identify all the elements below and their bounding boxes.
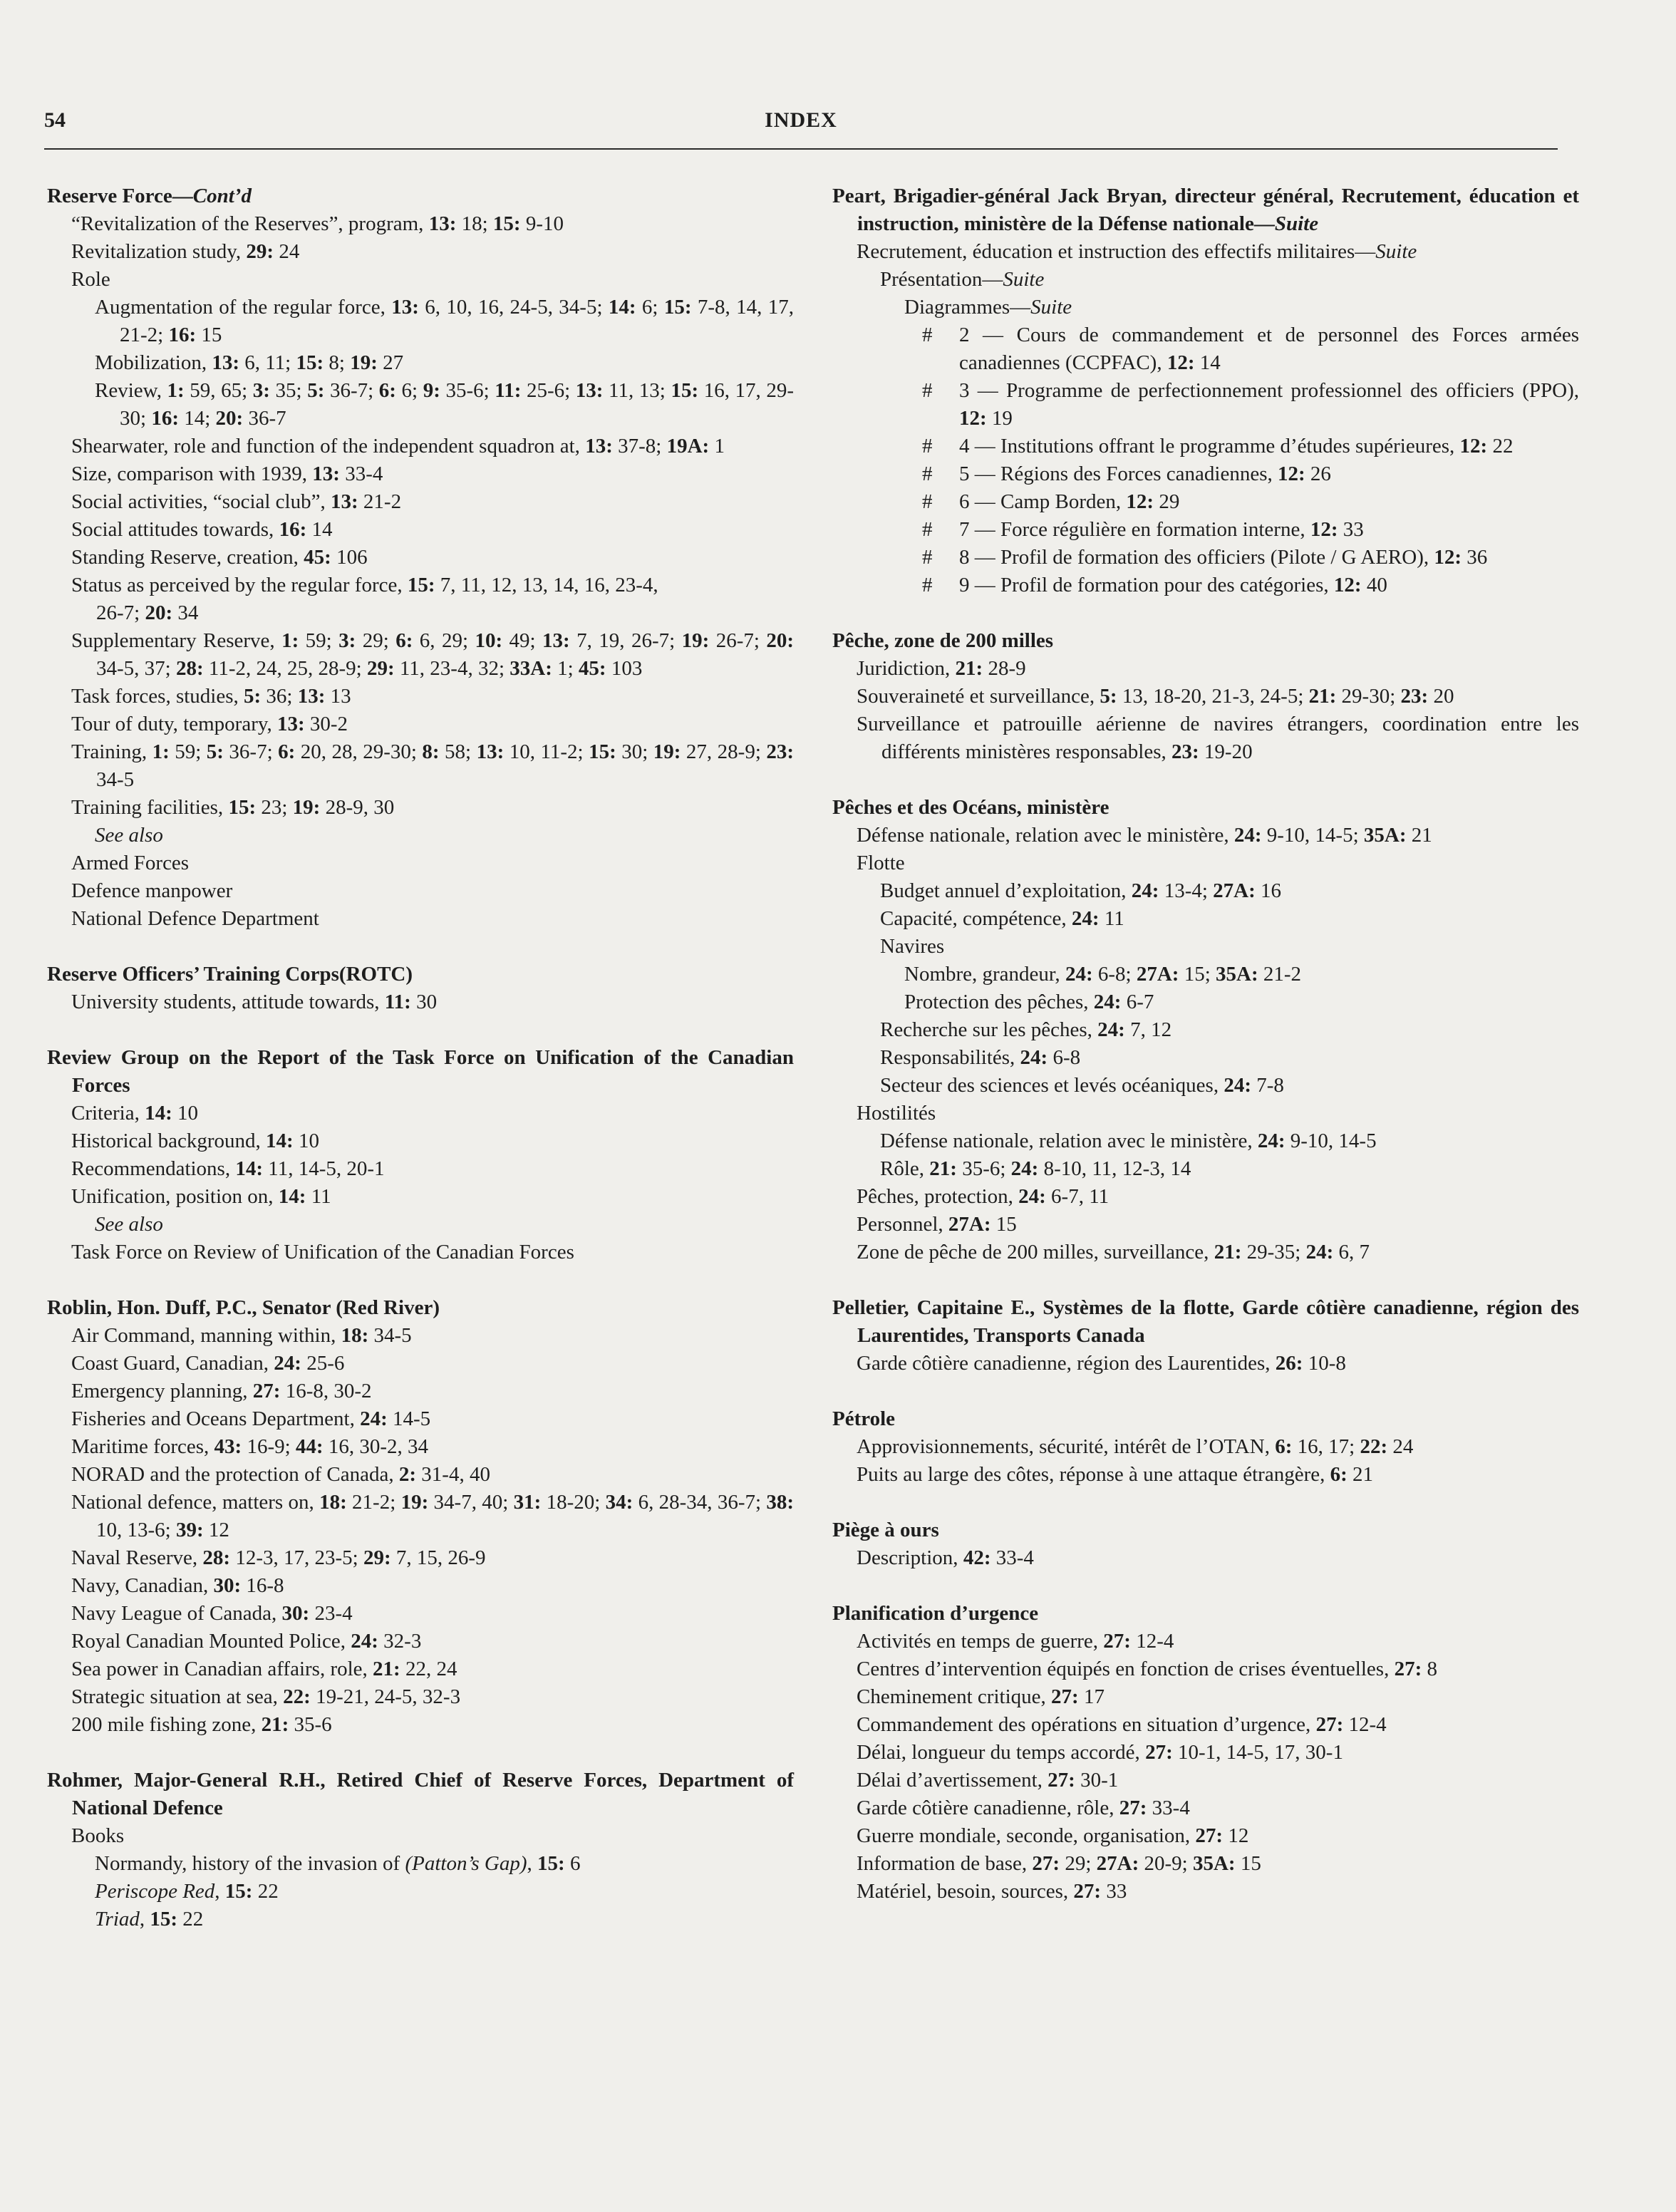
index-subentry: Activités en temps de guerre, 27: 12-4 <box>857 1630 1174 1653</box>
index-subentry: Secteur des sciences et levés océaniques, 24: 7-8 <box>880 1074 1284 1097</box>
index-entry-heading: Pêche, zone de 200 milles <box>832 629 1054 652</box>
index-subentry: Naval Reserve, 28: 12-3, 17, 23-5; 29: 7, 15, 26-9 <box>71 1546 486 1569</box>
index-figure-ref: # 7 — Force régulière en formation interne, 12: 33 <box>922 518 1364 541</box>
index-subentry: Standing Reserve, creation, 45: 106 <box>71 546 368 569</box>
index-subentry: Budget annuel d’exploitation, 24: 13-4; 27A: 16 <box>880 879 1282 902</box>
index-subentry: Training, 1: 59; 5: 36-7; 6: 20, 28, 29-30; 8: 58; 13: 10, 11-2; 15: 30; 19: 27, 28-9; 23: 34-5 <box>71 740 795 791</box>
index-subentry: Présentation—Suite <box>880 268 1045 291</box>
index-subentry: Hostilités <box>857 1102 936 1125</box>
index-entry-heading: Planification d’urgence <box>832 1602 1039 1625</box>
index-subentry: Armed Forces <box>71 852 190 874</box>
index-subentry: Flotte <box>857 852 905 874</box>
index-subentry: Surveillance et patrouille aérienne de navires étrangers, coordination entre les différents ministères responsables, 23: 19-20 <box>857 713 1579 763</box>
index-subentry: Supplementary Reserve, 1: 59; 3: 29; 6: 6, 29; 10: 49; 13: 7, 19, 26-7; 19: 26-7; 20: 34-5, 37; 28: 11-2, 24, 25, 28-9; 29: 11, 23-4, 32; 33A: 1; 45: 103 <box>71 629 795 680</box>
index-subentry: Défense nationale, relation avec le ministère, 24: 9-10, 14-5; 35A: 21 <box>857 824 1432 847</box>
index-subentry: Role <box>71 268 110 291</box>
index-subentry: Mobilization, 13: 6, 11; 15: 8; 19: 27 <box>95 351 404 374</box>
index-subentry: Juridiction, 21: 28-9 <box>857 657 1026 680</box>
index-entry-heading: Piège à ours <box>832 1519 939 1541</box>
index-subentry: Social activities, “social club”, 13: 21-2 <box>71 490 402 513</box>
index-entry <box>832 794 1579 1266</box>
index-subentry: Books <box>71 1824 125 1847</box>
index-entry <box>832 627 1579 766</box>
index-entry <box>47 182 794 933</box>
index-figure-ref: # 2 — Cours de commandement et de personnel des Forces armées canadiennes (CCPFAC), 12: 14 <box>922 324 1579 374</box>
index-subentry: Capacité, compétence, 24: 11 <box>880 907 1124 930</box>
index-subentry: Tour of duty, temporary, 13: 30-2 <box>71 713 348 735</box>
index-subentry: Guerre mondiale, seconde, organisation, 27: 12 <box>857 1824 1249 1847</box>
index-subentry: Diagrammes—Suite <box>904 296 1072 319</box>
index-subentry: Status as perceived by the regular force, 15: 7, 11, 12, 13, 14, 16, 23-4, 26-7; 20: 34 <box>71 574 658 624</box>
index-subentry: See also <box>95 1213 163 1236</box>
index-subentry: Training facilities, 15: 23; 19: 28-9, 30 <box>71 796 395 819</box>
index-subentry: Zone de pêche de 200 milles, surveillance, 21: 29-35; 24: 6, 7 <box>857 1241 1370 1263</box>
page-header <box>44 104 1558 150</box>
index-subentry: “Revitalization of the Reserves”, program, 13: 18; 15: 9-10 <box>71 212 564 235</box>
index-subentry: Défense nationale, relation avec le ministère, 24: 9-10, 14-5 <box>880 1130 1377 1152</box>
index-subentry: University students, attitude towards, 11: 30 <box>71 991 438 1013</box>
index-subentry: Maritime forces, 43: 16-9; 44: 16, 30-2, 34 <box>71 1435 428 1458</box>
index-subentry: Recherche sur les pêches, 24: 7, 12 <box>880 1018 1172 1041</box>
index-figure-ref: # 3 — Programme de perfectionnement professionnel des officiers (PPO), 12: 19 <box>922 379 1579 430</box>
index-entry <box>832 182 1579 599</box>
index-subentry: Revitalization study, 29: 24 <box>71 240 300 263</box>
index-subentry: Responsabilités, 24: 6-8 <box>880 1046 1081 1069</box>
index-subentry: Délai, longueur du temps accordé, 27: 10-1, 14-5, 17, 30-1 <box>857 1741 1343 1764</box>
index-subentry: Sea power in Canadian affairs, role, 21: 22, 24 <box>71 1658 457 1680</box>
index-subentry: Social attitudes towards, 16: 14 <box>71 518 333 541</box>
index-entry-heading: Roblin, Hon. Duff, P.C., Senator (Red River) <box>47 1296 440 1319</box>
index-subentry: Centres d’intervention équipés en fonction de crises éventuelles, 27: 8 <box>857 1658 1437 1680</box>
index-subentry: National defence, matters on, 18: 21-2; 19: 34-7, 40; 31: 18-20; 34: 6, 28-34, 36-7; 38: 10, 13-6; 39: 12 <box>71 1491 795 1541</box>
index-subentry: Cheminement critique, 27: 17 <box>857 1685 1105 1708</box>
index-subentry: Defence manpower <box>71 879 233 902</box>
index-entry-heading: Review Group on the Report of the Task Force on Unification of the Canadian Forces <box>47 1046 794 1097</box>
page-title: INDEX <box>765 108 837 132</box>
index-figure-ref: # 4 — Institutions offrant le programme d’études supérieures, 12: 22 <box>922 435 1514 458</box>
index-subentry: Task forces, studies, 5: 36; 13: 13 <box>71 685 351 708</box>
page-number: 54 <box>44 108 66 132</box>
index-subentry: Description, 42: 33-4 <box>857 1546 1034 1569</box>
index-figure-ref: # 5 — Régions des Forces canadiennes, 12: 26 <box>922 462 1331 485</box>
index-subentry: Air Command, manning within, 18: 34-5 <box>71 1324 412 1347</box>
index-figure-ref: # 8 — Profil de formation des officiers (Pilote / G AERO), 12: 36 <box>922 546 1488 569</box>
index-subentry: Coast Guard, Canadian, 24: 25-6 <box>71 1352 345 1375</box>
index-entry <box>832 1600 1579 1906</box>
index-subentry: Protection des pêches, 24: 6-7 <box>904 991 1154 1013</box>
index-subentry: Historical background, 14: 10 <box>71 1130 319 1152</box>
index-entry <box>832 1294 1579 1378</box>
index-entry <box>47 1294 794 1739</box>
index-subentry: Royal Canadian Mounted Police, 24: 32-3 <box>71 1630 422 1653</box>
index-subentry: Navy, Canadian, 30: 16-8 <box>71 1574 284 1597</box>
index-entry-heading: Peart, Brigadier-général Jack Bryan, directeur général, Recrutement, éducation et instruction, ministère de la Défense nationale—Suite <box>832 185 1579 235</box>
index-column-right <box>832 182 1579 1933</box>
index-entry <box>47 1044 794 1266</box>
index-entry <box>47 961 794 1016</box>
index-subentry: Délai d’avertissement, 27: 30-1 <box>857 1769 1119 1792</box>
index-figure-ref: # 6 — Camp Borden, 12: 29 <box>922 490 1180 513</box>
index-subentry: Criteria, 14: 10 <box>71 1102 198 1125</box>
index-subentry: Augmentation of the regular force, 13: 6, 10, 16, 24-5, 34-5; 14: 6; 15: 7-8, 14, 17, 21-2; 16: 15 <box>95 296 794 346</box>
index-subentry: Approvisionnements, sécurité, intérêt de l’OTAN, 6: 16, 17; 22: 24 <box>857 1435 1414 1458</box>
index-subentry: Souveraineté et surveillance, 5: 13, 18-20, 21-3, 24-5; 21: 29-30; 23: 20 <box>857 685 1454 708</box>
index-subentry: Information de base, 27: 29; 27A: 20-9; 35A: 15 <box>857 1852 1261 1875</box>
index-subentry: Strategic situation at sea, 22: 19-21, 24-5, 32-3 <box>71 1685 461 1708</box>
index-figure-ref: # 9 — Profil de formation pour des catégories, 12: 40 <box>922 574 1387 596</box>
index-column-left <box>47 182 794 1961</box>
index-subentry: Matériel, besoin, sources, 27: 33 <box>857 1880 1127 1903</box>
index-entry-heading: Pelletier, Capitaine E., Systèmes de la flotte, Garde côtière canadienne, région des Laurentides, Transports Canada <box>832 1296 1579 1347</box>
index-entry-heading: Pêches et des Océans, ministère <box>832 796 1109 819</box>
index-subentry: NORAD and the protection of Canada, 2: 31-4, 40 <box>71 1463 490 1486</box>
index-subentry: Personnel, 27A: 15 <box>857 1213 1017 1236</box>
index-subentry: Normandy, history of the invasion of (Patton’s Gap), 15: 6 <box>95 1852 581 1875</box>
index-subentry: Fisheries and Oceans Department, 24: 14-5 <box>71 1407 431 1430</box>
index-subentry: Triad, 15: 22 <box>95 1908 204 1931</box>
index-subentry: National Defence Department <box>71 907 319 930</box>
index-subentry: See also <box>95 824 163 847</box>
index-subentry: Recommendations, 14: 11, 14-5, 20-1 <box>71 1157 385 1180</box>
index-subentry: Puits au large des côtes, réponse à une attaque étrangère, 6: 21 <box>857 1463 1374 1486</box>
index-subentry: Shearwater, role and function of the independent squadron at, 13: 37-8; 19A: 1 <box>71 435 725 458</box>
index-subentry: Navires <box>880 935 945 958</box>
index-subentry: Garde côtière canadienne, rôle, 27: 33-4 <box>857 1797 1190 1819</box>
index-entry-heading: Reserve Officers’ Training Corps(ROTC) <box>47 963 413 986</box>
index-subentry: Task Force on Review of Unification of the Canadian Forces <box>71 1241 574 1263</box>
index-subentry: Unification, position on, 14: 11 <box>71 1185 331 1208</box>
index-subentry: Pêches, protection, 24: 6-7, 11 <box>857 1185 1109 1208</box>
index-entry <box>47 1767 794 1933</box>
index-subentry: Navy League of Canada, 30: 23-4 <box>71 1602 353 1625</box>
index-subentry: Review, 1: 59, 65; 3: 35; 5: 36-7; 6: 6; 9: 35-6; 11: 25-6; 13: 11, 13; 15: 16, 17, 29-30; 16: 14; 20: 36-7 <box>95 379 795 430</box>
index-subentry: Periscope Red, 15: 22 <box>95 1880 279 1903</box>
index-subentry: Size, comparison with 1939, 13: 33-4 <box>71 462 383 485</box>
index-subentry: Nombre, grandeur, 24: 6-8; 27A: 15; 35A: 21-2 <box>904 963 1302 986</box>
index-subentry: Rôle, 21: 35-6; 24: 8-10, 11, 12-3, 14 <box>880 1157 1191 1180</box>
index-subentry: 200 mile fishing zone, 21: 35-6 <box>71 1713 332 1736</box>
index-entry-heading: Pétrole <box>832 1407 896 1430</box>
index-entry <box>832 1405 1579 1489</box>
index-entry-heading: Rohmer, Major-General R.H., Retired Chief of Reserve Forces, Department of National Defence <box>47 1769 794 1819</box>
index-entry <box>832 1516 1579 1572</box>
index-subentry: Recrutement, éducation et instruction des effectifs militaires—Suite <box>857 240 1417 263</box>
index-subentry: Commandement des opérations en situation d’urgence, 27: 12-4 <box>857 1713 1387 1736</box>
index-entry-heading: Reserve Force—Cont’d <box>47 185 252 207</box>
index-subentry: Emergency planning, 27: 16-8, 30-2 <box>71 1380 372 1402</box>
index-subentry: Garde côtière canadienne, région des Laurentides, 26: 10-8 <box>857 1352 1346 1375</box>
